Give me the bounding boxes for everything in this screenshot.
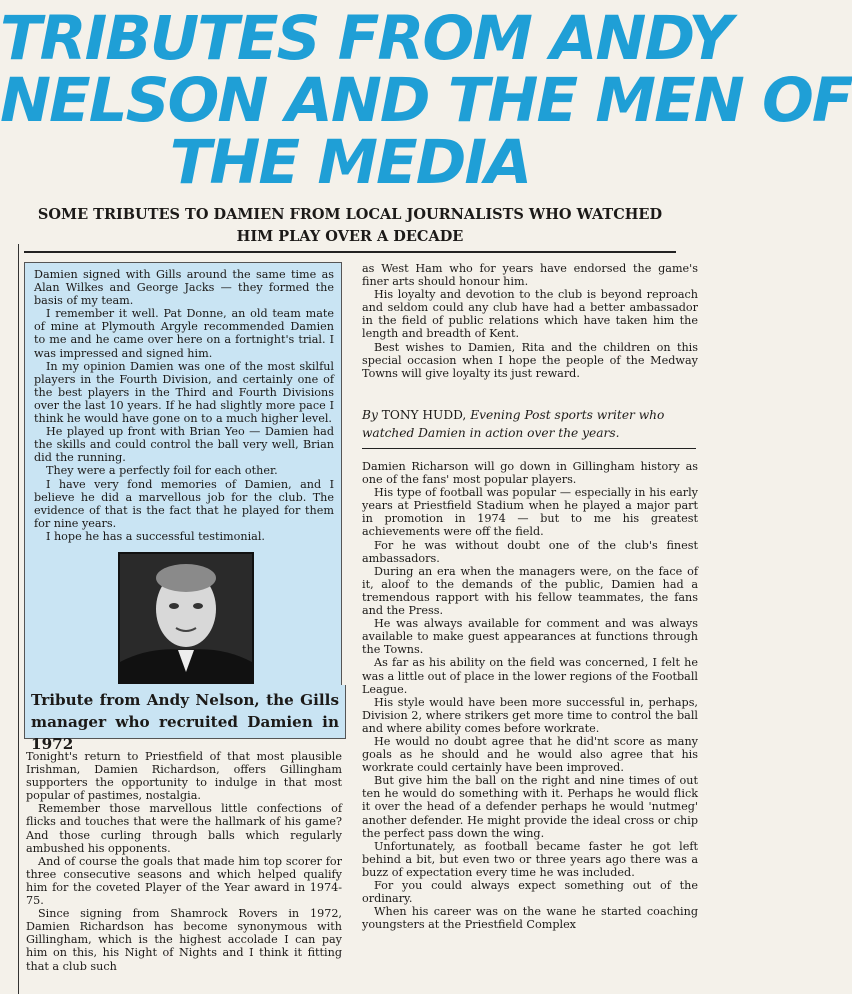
right-top-paragraph: His loyalty and devotion to the club is beyond reproach and seldom could any club have had a better ambassador in the field of public relations which have taken him the length and breadth of Kent. (362, 288, 698, 341)
right-paragraph: For he was without doubt one of the club's finest ambassadors. (362, 538, 698, 565)
right-article (362, 460, 698, 931)
nelson-paragraph: I remember it well. Pat Donne, an old team mate of mine at Plymouth Argyle recommended Damien to me and he came over here on a fortnight's trial. I was impressed and signed him. (34, 307, 334, 360)
page-edge (18, 244, 19, 994)
right-paragraph: But give him the ball on the right and nine times of out ten he would do something with it. Perhaps he would flick it over the head of a defender perhaps he would 'nutmeg' another defender. He might provide the ideal cross or chip the perfect pass down the wing. (362, 774, 698, 840)
nelson-paragraph: In my opinion Damien was one of the most skilful players in the Fourth Division, and certainly one of the best players in the Third and Fourth Divisions over the last 10 years. If he had slightly more pace I think he would have gone on to a much higher level. (34, 359, 334, 426)
right-paragraph: When his career was on the wane he started coaching youngsters at the Priestfield Complex (362, 905, 698, 932)
headline-line-2: NELSON AND THE MEN OF (0, 65, 852, 136)
right-paragraph: He was always available for comment and was always available to make guest appearances at functions through the Towns. (362, 617, 698, 657)
nelson-paragraph: He played up front with Brian Yeo — Damien had the skills and could control the ball very well, Brian did the running. (34, 425, 334, 465)
subheading: SOME TRIBUTES TO DAMIEN FROM LOCAL JOURNALISTS WHO WATCHED HIM PLAY OVER A DECADE (37, 206, 663, 245)
right-top-paragraph: as West Ham who for years have endorsed the game's finer arts should honour him. (362, 262, 698, 289)
tony-hudd-byline (362, 406, 698, 442)
nelson-caption: Tribute from Andy Nelson, the Gills manager who recruited Damien in 1972 (24, 685, 346, 739)
nelson-paragraph: I have very fond memories of Damien, and I believe he did a marvellous job for the club. The evidence of that is the fact that he played for them for nine years. (34, 477, 334, 530)
right-top-paragraph: Best wishes to Damien, Rita and the children on this special occasion when I hope the people of the Medway Towns will give loyalty its just reward. (362, 340, 698, 380)
nelson-paragraph: I hope he has a successful testimonial. (46, 529, 265, 543)
section-rule (362, 448, 696, 449)
right-paragraph: During an era when the managers were, on the face of it, aloof to the demands of the public, Damien had a tremendous rapport with his fellow teammates, the fans and the Press. (362, 564, 698, 618)
headline (0, 3, 852, 198)
left-paragraph: And of course the goals that made him top scorer for three consecutive seasons and which helped qualify him for the coveted Player of the Year award in 1974-75. (26, 854, 342, 908)
right-paragraph: He would no doubt agree that he did'nt score as many goals as he should and he would also agree that his workrate could certainly have been improved. (362, 734, 698, 775)
right-paragraph: Damien Richarson will go down in Gillingham history as one of the fans' most popular players. (362, 460, 698, 487)
right-paragraph: His type of football was popular — especially in his early years at Priestfield Stadium when he played a major part in promotion in 1974 — but to me his greatest achievements were off the field. (362, 486, 698, 539)
portrait-image (120, 554, 252, 682)
byline-description: Evening Post sports writer who watched Damien in action over the years. (362, 408, 665, 440)
headline-line-1: TRIBUTES FROM ANDY (0, 3, 731, 74)
nelson-paragraph: Damien signed with Gills around the same time as Alan Wilkes and George Jacks — they formed the basis of my team. (34, 268, 334, 308)
left-paragraph: Since signing from Shamrock Rovers in 1972, Damien Richardson has become synonymous with Gillingham, which is the highest accolade I can pay him on this, his Night of Nights and I think it fitting that a club such (26, 907, 342, 973)
byline-prefix: By (362, 408, 378, 422)
right-paragraph: As far as his ability on the field was concerned, I felt he was a little out of place in the lower regions of the Football League. (362, 656, 698, 696)
right-paragraph: Unfortunately, as football became faster he got left behind a bit, but even two or three years ago there was a buzz of expectation every time he was included. (362, 839, 698, 879)
right-top-article (362, 262, 698, 380)
right-paragraph: His style would have been more successful in, perhaps, Division 2, where strikers get more time to control the ball and where ability comes before workrate. (362, 695, 698, 735)
header-rule (24, 251, 676, 253)
left-paragraph: Remember those marvellous little confections of flicks and touches that were the hallmark of his game? And those curling through balls which regularly ambushed his opponents. (26, 802, 342, 855)
left-article (26, 750, 342, 973)
nelson-paragraph: They were a perfectly foil for each other. (46, 464, 278, 478)
nelson-tribute-text (34, 268, 334, 543)
left-paragraph: Tonight's return to Priestfield of that most plausible Irishman, Damien Richardson, offers Gillingham supporters the opportunity to indulge in that most popular of pastimes, nostalgia. (26, 750, 342, 803)
right-paragraph: For you could always expect something out of the ordinary. (362, 879, 698, 906)
byline-name: TONY HUDD, (381, 408, 467, 422)
andy-nelson-photo (118, 552, 254, 684)
headline-line-3: THE MEDIA (169, 127, 531, 198)
